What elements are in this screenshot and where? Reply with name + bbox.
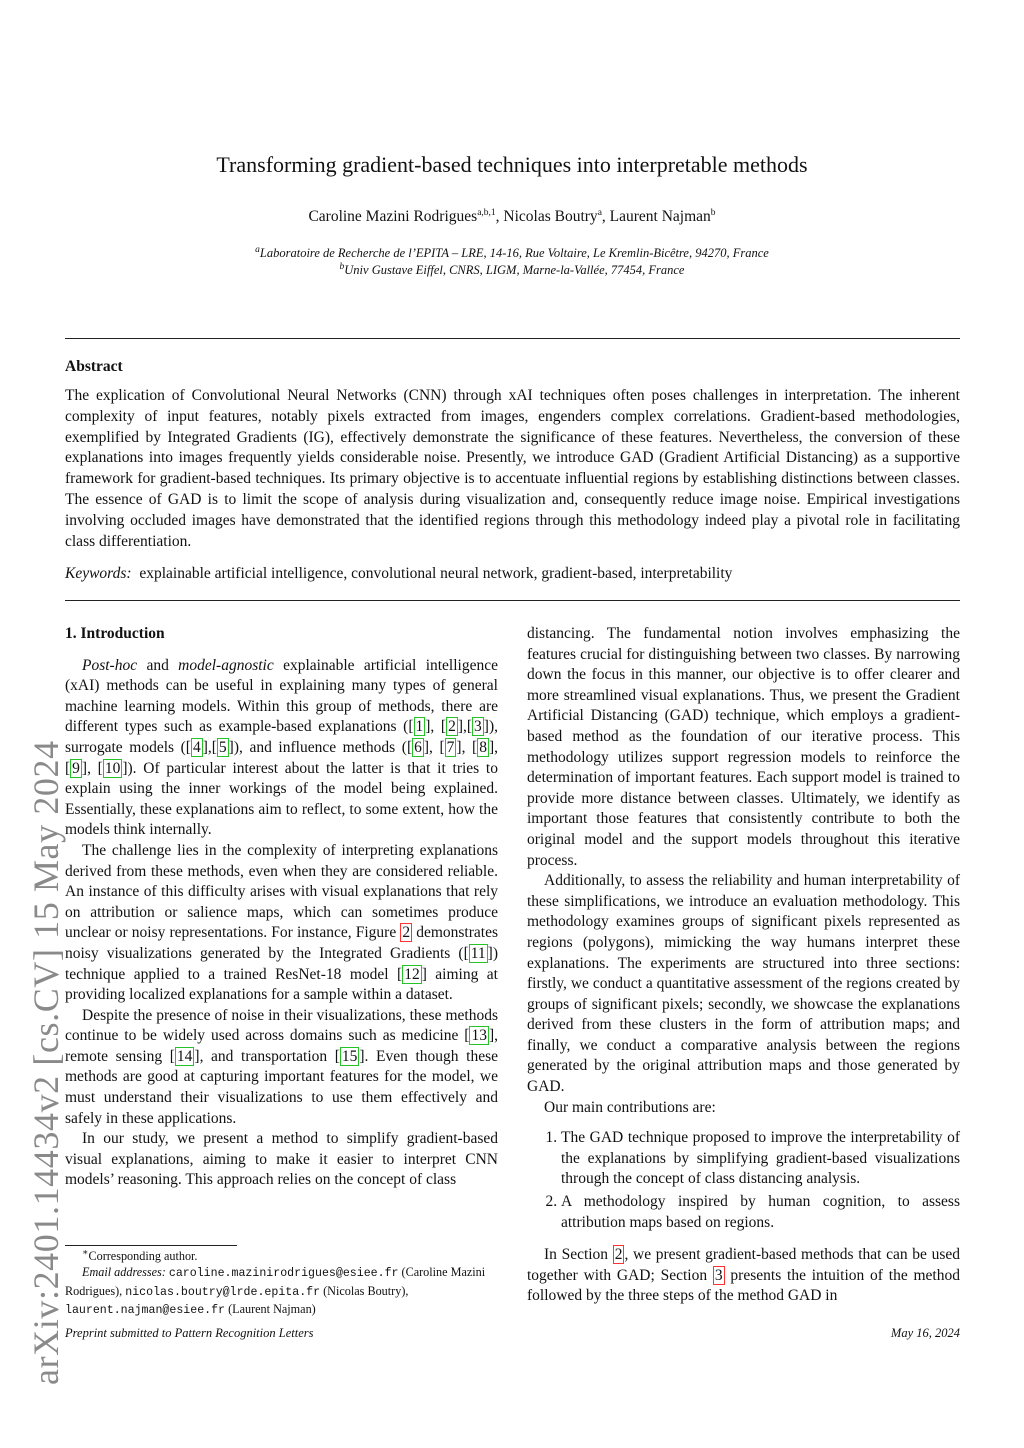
citation-link[interactable]: 3 [474,718,482,736]
figure-link[interactable]: 2 [402,924,411,942]
citation-link[interactable]: 13 [471,1027,487,1045]
author-affiliation-mark: a [597,207,602,218]
keywords [65,565,960,583]
citation-link[interactable]: 14 [176,1047,193,1065]
footer-date: May 16, 2024 [890,1326,960,1340]
intro-paragraph-2: The challenge lies in the complexity of interpreting explanations derived from these methods, even when they are considered reliable. An instance of this difficulty arises with visual explanations that rely on attribution or salience maps, which can sometimes produce unclear or noisy representations. For instance, Figure 2 demonstrates noisy visualizations generated by the Integrated Gradients ([ 11 ]) technique applied to a trained ResNet-18 model [ 12 ] aiming at providing localized explanations for a sample within a dataset. [65,841,498,1004]
author-name: Laurent Najman [609,208,711,225]
citation-link[interactable]: 8 [479,738,487,756]
affiliation-mark: b [339,261,345,272]
author-affiliation-mark: a,b,1 [477,207,496,218]
citation-link[interactable]: 2 [448,718,456,736]
arxiv-identifier: arXiv:2401.14434v2 [cs.CV] 15 May 2024 [26,740,66,1385]
intro-paragraph-3: Despite the presence of noise in their visualizations, these methods continue to be widely used across domains such as medicine [ 13 ], remote sensing [ 14 ], and transportation [ 15 ]. Even though these methods are good at capturing important features for the model, we must understand their visualizations to use them effectively and safely in these applications. [65,1006,498,1127]
email-link[interactable]: nicolas.boutry@lrde.epita.fr [125,1285,321,1299]
contributions-list [527,1128,960,1233]
footnote-divider [65,1245,237,1246]
section-link[interactable]: 3 [714,1266,723,1284]
citation-link[interactable]: 1 [415,718,424,736]
abstract-heading: Abstract [65,358,123,375]
author-list: Caroline Mazini Rodrigues$^{a,b,1}$, Nicolas Boutry$^a$, Laurent Najman$^b$ [308,207,716,225]
citation-link[interactable]: 12 [404,965,420,983]
affiliation-b [0,263,1024,278]
author-affiliation-mark: b [710,207,716,218]
paper-title: Transforming gradient-based techniques into interpretable methods [216,152,808,177]
footer-journal: Preprint submitted to Pattern Recognition Letters [65,1326,314,1340]
abstract-text: The explication of Convolutional Neural Networks (CNN) through xAI techniques often poses challenges in interpretation. The inherent complexity of input features, notably pixels extracted from images, engenders complex correlations. Gradient-based methodologies, exemplified by Integrated Gradients (IG), effectively demonstrate the significance of these features. Nevertheless, the conversion of these explanations into images frequently yields considerable noise. Presently, we introduce GAD (Gradient Artificial Distancing) as a supportive framework for gradient-based techniques. Its primary objective is to accentuate influential regions by establishing distinctions between classes. The essence of GAD is to limit the scope of analysis during visualization and, consequently reduce image noise. Empirical investigations involving occluded images have demonstrated that the identified regions through this methodology indeed play a pivotal role in facilitating class differentiation. [65,387,960,550]
intro-paragraph-7: In Section 2 , we present gradient-based methods that can be used together with GAD; Section 3 presents the intuition of the method followed by the three steps of the method GAD in [527,1246,961,1305]
right-column [527,624,960,1307]
affiliation-a [0,246,1024,261]
abstract-divider [65,600,960,601]
keywords-label: Keywords: [65,565,132,582]
section-title: 1. Introduction [65,625,165,642]
keywords-text: explainable artificial intelligence, convolutional neural network, gradient-based, interpretability [139,565,733,582]
citation-link[interactable]: 10 [104,759,121,777]
footnote [65,1248,498,1319]
intro-paragraph-6: Additionally, to assess the reliability and human interpretability of these simplifications, we introduce an evaluation methodology. This methodology examines groups of significant pixels represented as regions (polygons), mimicking the way humans interpret these explanations. The experiments are structured into three sections: firstly, we conduct a quantitative assessment of the regions created by groups of significant pixels; secondly, we showcase the explanations derived from these clusters in the form of attribution maps; and finally, we conduct a comparative analysis between the regions generated by the original attribution maps and those generated by GAD. [527,872,960,1096]
author-name: Nicolas Boutry [503,208,598,225]
email-link[interactable]: caroline.mazinirodrigues@esiee.fr [168,1267,399,1281]
citation-link[interactable]: 5 [218,738,227,756]
intro-paragraph-5: distancing. The fundamental notion involves emphasizing the features crucial for distinguishing between two classes. By narrowing down the focus in this manner, our objective is to offer clearer and more streamlined visual explanations. Thus, we present the Gradient Artificial Distancing (GAD) technique, which employs a gradient-based method as the foundation of our iterative process. This methodology utilizes support regression models to reinforce the determination of important features. Each support model is trained to provide more distance between classes. Ultimately, we identify as important those features that consistently contribute to both the original model and the support models throughout this iterative process. [527,625,960,869]
affiliation-text: Laboratoire de Recherche de l’EPITA – LRE, 14-16, Rue Voltaire, Le Kremlin-Bicêtre, 94270, France [259,246,769,260]
affiliation-text: Univ Gustave Eiffel, CNRS, LIGM, Marne-la-Vallée, 77454, France [344,263,685,277]
intro-paragraph-1: Post-hoc and model-agnostic explainable artificial intelligence (xAI) methods can be useful in explaining many types of general machine learning models. Within this group of methods, there are different types such as example-based explanations ([ 1 ], [ 2 ],[ 3 ]), surrogate models ([ 4 ],[ 5 ]), and influence methods ([ 6 ], [ 7 ], [ 8 ], [ 9 ], [ 10 ]). Of particular interest about the latter is that it tries to explain using the inner workings of the model being explained. Essentially, these explanations aim to reflect, to some extent, how the models think internally. [65,656,498,839]
corresponding-note: ∗Corresponding author. [82,1247,198,1263]
top-divider [65,338,960,339]
citation-link[interactable]: 11 [470,944,486,962]
citation-link[interactable]: 7 [446,738,455,756]
intro-paragraph-4: In our study, we present a method to simplify gradient-based visual explanations, aiming to make it easier to interpret CNN models’ reasoning. This approach relies on the concept of class [65,1130,498,1189]
list-item: 1. The GAD technique proposed to improve the interpretability of the explanations by simplifying gradient-based visualizations through the concept of class distancing analysis. [561,1128,960,1190]
email-note: Email addresses: caroline.mazinirodrigues@esiee.fr (Caroline Mazini Rodrigues), nicolas.boutry@lrde.epita.fr (Nicolas Boutry), laurent.najman@esiee.fr (Laurent Najman) [65,1265,486,1317]
citation-link[interactable]: 9 [72,759,80,777]
email-link[interactable]: laurent.najman@esiee.fr [65,1303,226,1317]
left-column [65,624,498,1191]
citation-link[interactable]: 4 [192,738,201,756]
affiliation-mark: a [255,244,260,255]
list-item: 2. A methodology inspired by human cognition, to assess attribution maps based on regions. [561,1192,960,1233]
section-link[interactable]: 2 [614,1246,623,1264]
contributions-lead: Our main contributions are: [544,1098,716,1116]
citation-link[interactable]: 6 [414,738,422,756]
citation-link[interactable]: 15 [341,1047,358,1065]
author-name: Caroline Mazini Rodrigues [308,208,478,225]
